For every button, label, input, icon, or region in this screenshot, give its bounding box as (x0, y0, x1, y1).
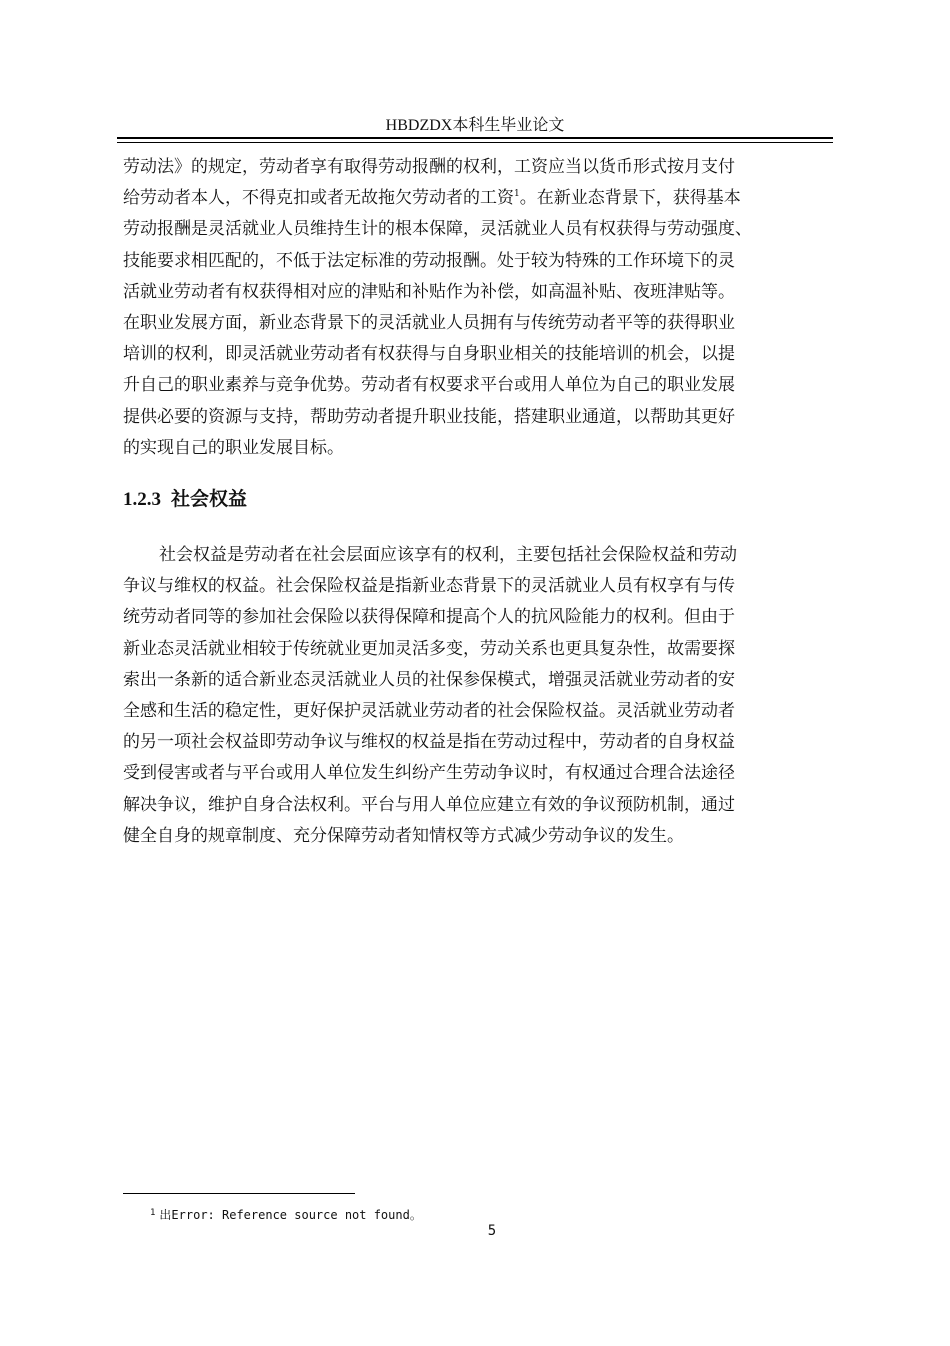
section-title: 社会权益 (171, 489, 248, 510)
section-number: 1.2.3 (123, 489, 161, 510)
text-line: 技能要求相匹配的，不低于法定标准的劳动报酬。处于较为特殊的工作环境下的灵 (123, 250, 735, 271)
footnote (150, 1205, 422, 1223)
text-line: 的另一项社会权益即劳动争议与维权的权益是指在劳动过程中，劳动者的自身权益 (123, 732, 735, 753)
body-paragraph (123, 152, 835, 464)
text-line (123, 183, 835, 214)
section-heading (123, 486, 247, 514)
text-segment: 。在新业态背景下，获得基本 (519, 188, 741, 209)
text-line: 受到侵害或者与平台或用人单位发生纠纷产生劳动争议时，有权通过合理合法途径 (123, 763, 735, 784)
footnote-reference[interactable]: 1 (514, 189, 520, 200)
text-line: 解决争议，维护自身合法权利。平台与用人单位应建立有效的争议预防机制，通过 (123, 794, 735, 815)
text-line: 的实现自己的职业发展目标。 (123, 437, 344, 458)
text-line: 索出一条新的适合新业态灵活就业人员的社保参保模式，增强灵活就业劳动者的安 (123, 669, 735, 690)
header-rule-thick (117, 137, 833, 139)
text-line: 争议与维权的权益。社会保险权益是指新业态背景下的灵活就业人员有权享有与传 (123, 576, 735, 597)
text-line: 在职业发展方面，新业态背景下的灵活就业人员拥有与传统劳动者平等的获得职业 (123, 312, 735, 333)
text-line: 新业态灵活就业相较于传统就业更加灵活多变，劳动关系也更具复杂性，故需要探 (123, 638, 735, 659)
text-line: 提供必要的资源与支持，帮助劳动者提升职业技能，搭建职业通道，以帮助其更好 (123, 406, 735, 427)
footnote-number: 1 (150, 1208, 156, 1218)
header-rule-thin (117, 142, 833, 143)
footnote-text: 出Error: Reference source not found。 (159, 1208, 422, 1222)
footnote-separator (123, 1193, 355, 1194)
text-line: 劳动法》的规定，劳动者享有取得劳动报酬的权利，工资应当以货币形式按月支付 (123, 157, 735, 177)
text-line: 社会权益是劳动者在社会层面应该享有的权利，主要包括社会保险权益和劳动 (159, 545, 737, 565)
page-number: 5 (487, 1223, 497, 1239)
body-paragraph (123, 540, 835, 852)
text-line: 活就业劳动者有权获得相对应的津贴和补贴作为补偿，如高温补贴、夜班津贴等。 (123, 281, 735, 302)
text-line: 统劳动者同等的参加社会保险以获得保障和提高个人的抗风险能力的权利。但由于 (123, 607, 735, 628)
text-line: 全感和生活的稳定性，更好保护灵活就业劳动者的社会保险权益。灵活就业劳动者 (123, 700, 735, 721)
running-header: HBDZDX本科生毕业论文 (385, 117, 565, 134)
text-line: 健全自身的规章制度、充分保障劳动者知情权等方式减少劳动争议的发生。 (123, 825, 684, 846)
text-line: 升自己的职业素养与竞争优势。劳动者有权要求平台或用人单位为自己的职业发展 (123, 375, 735, 396)
text-line: 劳动报酬是灵活就业人员维持生计的根本保障，灵活就业人员有权获得与劳动强度、 (123, 219, 752, 240)
text-segment: 给劳动者本人，不得克扣或者无故拖欠劳动者的工资 (123, 188, 514, 209)
text-line: 培训的权利，即灵活就业劳动者有权获得与自身职业相关的技能培训的机会，以提 (123, 344, 735, 365)
